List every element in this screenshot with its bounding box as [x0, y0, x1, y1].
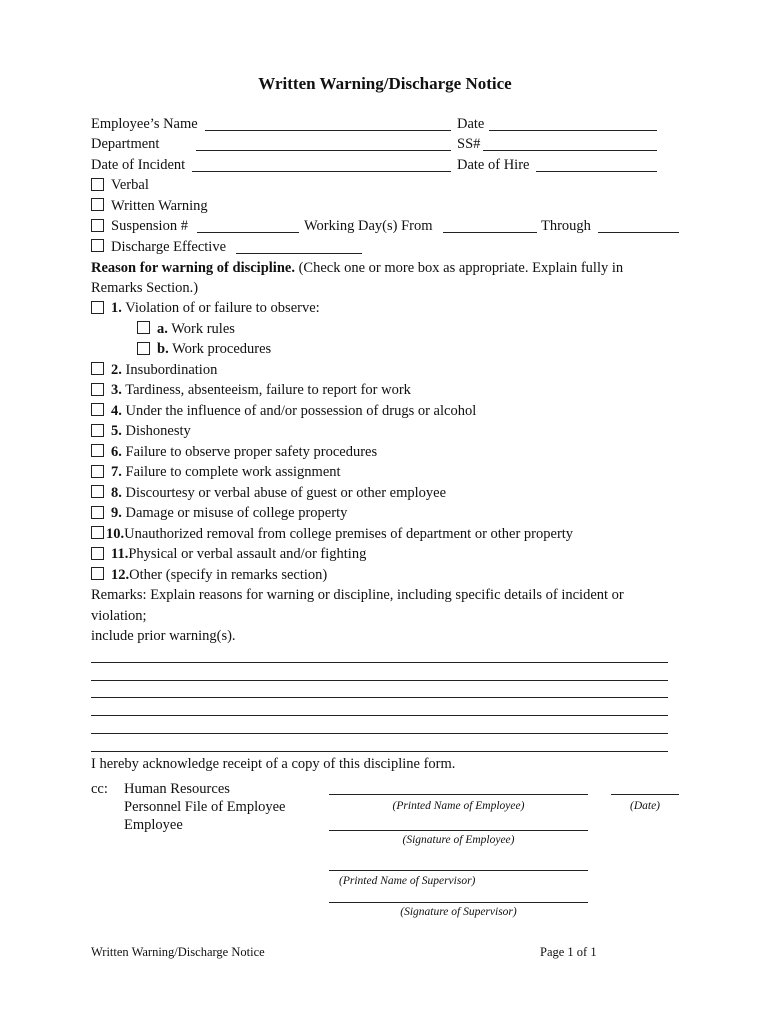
remarks-line[interactable] — [91, 751, 668, 752]
ss-field[interactable] — [483, 150, 657, 151]
violation-12-checkbox[interactable] — [91, 567, 104, 580]
discharge-effective-label: Discharge Effective — [111, 239, 227, 255]
violation-3-checkbox[interactable] — [91, 383, 104, 396]
cc-item: Employee — [124, 817, 183, 833]
remarks-line[interactable] — [91, 733, 668, 734]
written-warning-checkbox[interactable] — [91, 198, 104, 211]
working-days-from-label: Working Day(s) From — [304, 218, 433, 234]
violation-1b-checkbox[interactable] — [137, 342, 150, 355]
ss-label: SS# — [457, 136, 481, 152]
remarks-line[interactable] — [91, 680, 668, 681]
violation-12-label: 12.Other (specify in remarks section) — [111, 567, 328, 583]
cc-item: Human Resources — [124, 781, 230, 797]
violation-1a-label: a. Work rules — [157, 321, 235, 337]
department-label: Department — [91, 136, 160, 152]
violation-4-label: 4. Under the influence of and/or possession of drugs or alcohol — [111, 403, 477, 419]
violation-1-label: 1. Violation of or failure to observe: — [111, 300, 320, 316]
footer-title: Written Warning/Discharge Notice — [91, 945, 265, 959]
violation-11-checkbox[interactable] — [91, 547, 104, 560]
date-of-hire-field[interactable] — [536, 171, 657, 172]
discharge-checkbox[interactable] — [91, 239, 104, 252]
violation-1a-checkbox[interactable] — [137, 321, 150, 334]
remarks-line[interactable] — [91, 697, 668, 698]
acknowledge-text: I hereby acknowledge receipt of a copy of this discipline form. — [91, 756, 456, 772]
date-of-incident-field[interactable] — [192, 171, 451, 172]
suspension-number-field[interactable] — [197, 232, 299, 233]
violation-6-checkbox[interactable] — [91, 444, 104, 457]
violation-7-checkbox[interactable] — [91, 465, 104, 478]
violation-8-checkbox[interactable] — [91, 485, 104, 498]
page-number: Page 1 of 1 — [540, 945, 597, 959]
violation-9-label: 9. Damage or misuse of college property — [111, 505, 348, 521]
reason-heading: Reason for warning of discipline. (Check one or more box as appropriate. Explain fully in — [91, 260, 624, 276]
violation-6-label: 6. Failure to observe proper safety procedures — [111, 444, 378, 460]
remarks-label-line-1: Remarks: Explain reasons for warning or discipline, including specific details of incident or — [91, 587, 624, 603]
employee-name-label: Employee’s Name — [91, 116, 198, 132]
printed-employee-name-line[interactable] — [329, 794, 588, 795]
violation-2-checkbox[interactable] — [91, 362, 104, 375]
violation-10-checkbox[interactable] — [91, 526, 104, 539]
remarks-line[interactable] — [91, 662, 668, 663]
verbal-label: Verbal — [111, 177, 149, 193]
date-caption: (Date) — [629, 800, 660, 812]
violation-8-label: 8. Discourtesy or verbal abuse of guest or other employee — [111, 485, 447, 501]
suspension-label: Suspension # — [111, 218, 188, 234]
written-warning-label: Written Warning — [111, 198, 208, 214]
through-label: Through — [541, 218, 591, 234]
date-field[interactable] — [489, 130, 657, 131]
date-label: Date — [457, 116, 485, 132]
department-field[interactable] — [196, 150, 451, 151]
violation-4-checkbox[interactable] — [91, 403, 104, 416]
violation-5-label: 5. Dishonesty — [111, 423, 191, 439]
violation-10-label: 10.Unauthorized removal from college premises of department or other property — [106, 526, 574, 542]
working-days-from-field[interactable] — [443, 232, 537, 233]
violation-1-checkbox[interactable] — [91, 301, 104, 314]
cc-item: Personnel File of Employee — [124, 799, 286, 815]
date-signature-line[interactable] — [611, 794, 679, 795]
discharge-effective-field[interactable] — [236, 253, 362, 254]
date-of-hire-label: Date of Hire — [457, 157, 530, 173]
supervisor-signature-caption: (Signature of Supervisor) — [400, 906, 517, 918]
employee-name-field[interactable] — [205, 130, 451, 131]
violation-3-label: 3. Tardiness, absenteeism, failure to report for work — [111, 382, 411, 398]
printed-supervisor-name-line[interactable] — [329, 870, 588, 871]
reason-instruction: Remarks Section.) — [91, 280, 199, 296]
violation-7-label: 7. Failure to complete work assignment — [111, 464, 341, 480]
employee-signature-line[interactable] — [329, 830, 588, 831]
supervisor-signature-line[interactable] — [329, 902, 588, 903]
page-title: Written Warning/Discharge Notice — [258, 74, 512, 93]
employee-signature-caption: (Signature of Employee) — [402, 834, 515, 846]
printed-supervisor-caption: (Printed Name of Supervisor) — [339, 875, 476, 887]
violation-9-checkbox[interactable] — [91, 506, 104, 519]
verbal-checkbox[interactable] — [91, 178, 104, 191]
cc-label: cc: — [91, 781, 108, 797]
remarks-label-line-3: include prior warning(s). — [91, 628, 236, 644]
printed-employee-caption: (Printed Name of Employee) — [392, 800, 525, 812]
remarks-label-line-2: violation; — [91, 608, 147, 624]
violation-1b-label: b. Work procedures — [157, 341, 272, 357]
through-field[interactable] — [598, 232, 679, 233]
violation-11-label: 11.Physical or verbal assault and/or fighting — [111, 546, 367, 562]
remarks-line[interactable] — [91, 715, 668, 716]
violation-5-checkbox[interactable] — [91, 424, 104, 437]
violation-2-label: 2. Insubordination — [111, 362, 218, 378]
suspension-checkbox[interactable] — [91, 219, 104, 232]
date-of-incident-label: Date of Incident — [91, 157, 186, 173]
